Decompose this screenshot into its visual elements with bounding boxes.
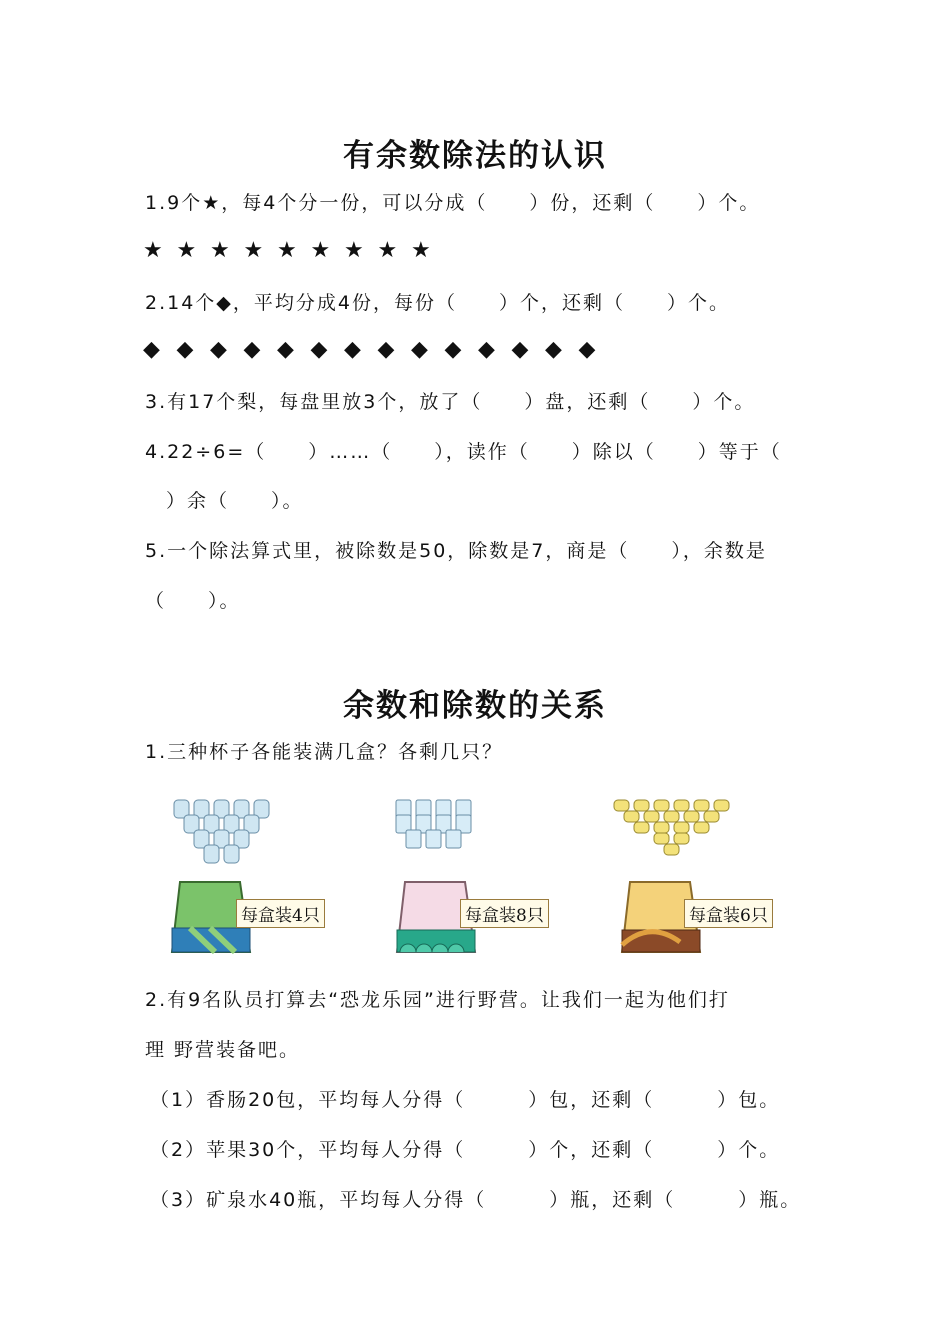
diamond-icon: ◆ bbox=[344, 337, 361, 362]
glass-cup-icon bbox=[446, 830, 461, 848]
mug-cup-icon bbox=[664, 844, 679, 855]
box-label-3: 每盒装6只 bbox=[684, 899, 773, 928]
s2-sub-3: （3）矿泉水40瓶，平均每人分得（ ）瓶，还剩（ ）瓶。 bbox=[150, 1189, 802, 1211]
question-3: 3.有17个梨，每盘里放3个，放了（ ）盘，还剩（ ）个。 bbox=[145, 391, 756, 413]
star-icon: ★ bbox=[411, 238, 431, 263]
star-row bbox=[143, 238, 445, 263]
question-2: 2.14个◆，平均分成4份，每份（ ）个，还剩（ ）个。 bbox=[145, 292, 731, 314]
question-5-line2: （ ）。 bbox=[145, 590, 241, 612]
diamond-icon: ◆ bbox=[143, 337, 160, 362]
diamond-icon: ◆ bbox=[444, 337, 462, 362]
mug-cup-icon bbox=[674, 822, 689, 833]
diamond-row bbox=[143, 337, 612, 362]
star-icon: ★ bbox=[344, 238, 364, 263]
mug-cup-icon bbox=[614, 800, 629, 811]
glass-cup-icon bbox=[406, 830, 421, 848]
teapot-cup-icon bbox=[204, 845, 219, 863]
diamond-icon: ◆ bbox=[377, 337, 395, 362]
star-icon: ★ bbox=[143, 238, 163, 263]
mug-cup-icon bbox=[694, 822, 709, 833]
mug-cup-icon bbox=[634, 822, 649, 833]
section2-title: 余数和除数的关系 bbox=[343, 688, 607, 724]
diamond-icon: ◆ bbox=[578, 337, 596, 362]
diamond-icon: ◆ bbox=[176, 337, 194, 362]
mug-cup-icon bbox=[674, 833, 689, 844]
mug-cup-icon bbox=[684, 811, 699, 822]
box-label-1: 每盒装4只 bbox=[236, 899, 325, 928]
cup-group-glasses bbox=[396, 800, 471, 848]
question-4-line1: 4.22÷6=（ ）……（ ），读作（ ）除以（ ）等于（ bbox=[145, 441, 782, 463]
question-4-line2: ）余（ ）。 bbox=[145, 490, 304, 512]
s2-sub-2: （2）苹果30个，平均每人分得（ ）个，还剩（ ）个。 bbox=[150, 1139, 781, 1161]
question-1: 1.9个★，每4个分一份，可以分成（ ）份，还剩（ ）个。 bbox=[145, 192, 761, 214]
box-label-2: 每盒装8只 bbox=[460, 899, 549, 928]
question-5-line1: 5.一个除法算式里，被除数是50，除数是7，商是（ ），余数是 bbox=[145, 540, 767, 562]
mug-cup-icon bbox=[654, 800, 669, 811]
mug-cup-icon bbox=[634, 800, 649, 811]
star-icon: ★ bbox=[176, 238, 197, 263]
mug-cup-icon bbox=[644, 811, 659, 822]
mug-cup-icon bbox=[664, 811, 679, 822]
diamond-icon: ◆ bbox=[310, 337, 328, 362]
star-icon: ★ bbox=[277, 238, 297, 263]
mug-cup-icon bbox=[654, 822, 669, 833]
star-icon: ★ bbox=[377, 238, 398, 263]
diamond-icon: ◆ bbox=[411, 337, 428, 362]
section1-title: 有余数除法的认识 bbox=[343, 138, 607, 174]
cup-group-teapots bbox=[174, 800, 269, 863]
star-icon: ★ bbox=[243, 238, 264, 263]
mug-cup-icon bbox=[654, 833, 669, 844]
s2-question-2-line2: 理 野营装备吧。 bbox=[145, 1039, 301, 1061]
star-icon: ★ bbox=[210, 238, 230, 263]
mug-cup-icon bbox=[714, 800, 729, 811]
glass-cup-icon bbox=[426, 830, 441, 848]
diamond-icon: ◆ bbox=[545, 337, 562, 362]
s2-question-1: 1.三种杯子各能装满几盒？各剩几只？ bbox=[145, 741, 504, 763]
diamond-icon: ◆ bbox=[478, 337, 495, 362]
diamond-icon: ◆ bbox=[210, 337, 227, 362]
cup-group-mugs bbox=[614, 800, 729, 855]
s2-sub-1: （1）香肠20包，平均每人分得（ ）包，还剩（ ）包。 bbox=[150, 1089, 781, 1111]
s2-question-2-line1: 2.有9名队员打算去“恐龙乐园”进行野营。让我们一起为他们打 bbox=[145, 989, 730, 1011]
diamond-icon: ◆ bbox=[511, 337, 529, 362]
diamond-icon: ◆ bbox=[243, 337, 261, 362]
teapot-cup-icon bbox=[224, 845, 239, 863]
mug-cup-icon bbox=[694, 800, 709, 811]
star-icon: ★ bbox=[310, 238, 331, 263]
cups-svg bbox=[0, 770, 950, 970]
mug-cup-icon bbox=[704, 811, 719, 822]
mug-cup-icon bbox=[674, 800, 689, 811]
diamond-icon: ◆ bbox=[277, 337, 294, 362]
mug-cup-icon bbox=[624, 811, 639, 822]
